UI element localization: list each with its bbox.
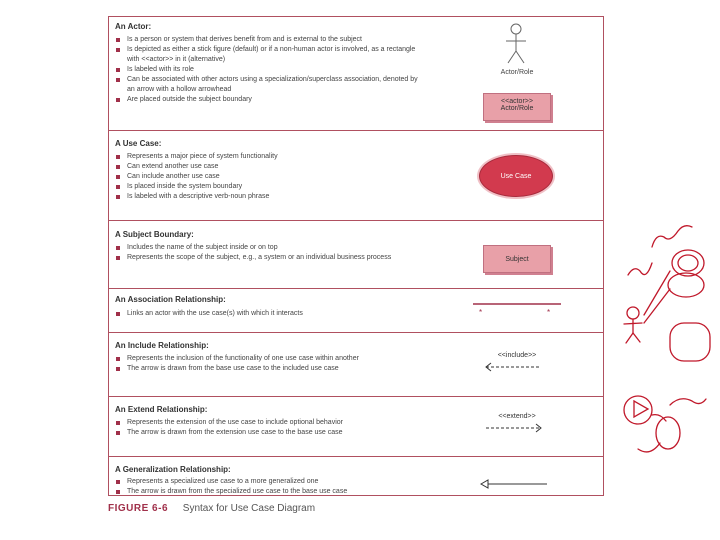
bullet-item: Represents the inclusion of the functionality of one use case within another <box>115 354 425 364</box>
section-title: A Generalization Relationship: <box>115 465 231 474</box>
section-extend <box>109 397 603 457</box>
bullet-item: Represents the scope of the subject, e.g., a system or an individual business process <box>115 253 425 263</box>
syntax-table <box>108 16 604 496</box>
bullet-list <box>115 477 425 497</box>
bullet-list <box>115 309 425 319</box>
multiplicity-right: * <box>547 308 551 317</box>
figure-title: Syntax for Use Case Diagram <box>182 503 316 514</box>
bullet-item: Includes the name of the subject inside or on top <box>115 243 425 253</box>
association-line <box>471 301 563 307</box>
figure-caption <box>108 503 315 514</box>
stick-figure-icon <box>501 23 531 67</box>
figure-number: FIGURE 6-6 <box>108 503 169 514</box>
bullet-item: Represents a specialized use case to a more generalized one <box>115 477 425 487</box>
section-title: An Actor: <box>115 22 152 31</box>
extend-arrow <box>483 423 545 433</box>
bullet-item: The arrow is drawn from the specialized use case to the base use case <box>115 487 425 497</box>
section-title: A Subject Boundary: <box>115 230 194 239</box>
bullet-item: Can extend another use case <box>115 162 425 172</box>
bullet-list <box>115 243 425 263</box>
actor-box-label: Actor/Role <box>500 105 534 112</box>
bullet-item: Are placed outside the subject boundary <box>115 95 425 105</box>
subject-label: Subject <box>505 255 529 263</box>
bullet-item: Is placed inside the system boundary <box>115 182 425 192</box>
include-arrow <box>483 362 545 372</box>
bullet-item: The arrow is drawn from the extension use case to the base use case <box>115 428 425 438</box>
subject-box <box>483 245 551 273</box>
bullet-item: Is depicted as either a stick figure (default) or if a non-human actor is involved, as a rectangle with <<actor>> in it (alternative) <box>115 45 425 65</box>
actor-figure-label: Actor/Role <box>500 69 534 76</box>
bullet-list <box>115 354 425 374</box>
bullet-item: Represents a major piece of system functionality <box>115 152 425 162</box>
bullet-item: Can be associated with other actors using a specialization/superclass association, denoted by an arrow with a hollow arrowhead <box>115 75 425 95</box>
bullet-item: The arrow is drawn from the base use case to the included use case <box>115 364 425 374</box>
actor-box <box>483 93 551 121</box>
bullet-item: Links an actor with the use case(s) with which it interacts <box>115 309 425 319</box>
bullet-item: Is a person or system that derives benefit from and is external to the subject <box>115 35 425 45</box>
bullet-list <box>115 418 425 438</box>
section-actor <box>109 17 603 131</box>
section-title: An Association Relationship: <box>115 295 226 304</box>
handwritten-annotation-icon <box>608 205 716 475</box>
section-association <box>109 289 603 333</box>
section-title: An Include Relationship: <box>115 341 209 350</box>
generalization-arrow <box>479 479 549 489</box>
actor-stereotype: <<actor>> <box>501 98 533 105</box>
section-use-case <box>109 131 603 221</box>
bullet-item: Is labeled with a descriptive verb-noun phrase <box>115 192 425 202</box>
section-subject-boundary <box>109 221 603 289</box>
section-title: An Extend Relationship: <box>115 405 208 414</box>
include-stereotype: <<include>> <box>497 352 537 359</box>
bullet-list <box>115 152 425 202</box>
extend-stereotype: <<extend>> <box>498 413 536 420</box>
bullet-item: Can include another use case <box>115 172 425 182</box>
section-generalization <box>109 457 603 495</box>
use-case-label: Use Case <box>500 172 532 180</box>
section-include <box>109 333 603 397</box>
multiplicity-left: * <box>479 308 483 317</box>
bullet-item: Is labeled with its role <box>115 65 425 75</box>
use-case-ellipse <box>479 155 553 197</box>
section-title: A Use Case: <box>115 139 162 148</box>
bullet-item: Represents the extension of the use case to include optional behavior <box>115 418 425 428</box>
bullet-list <box>115 35 425 105</box>
